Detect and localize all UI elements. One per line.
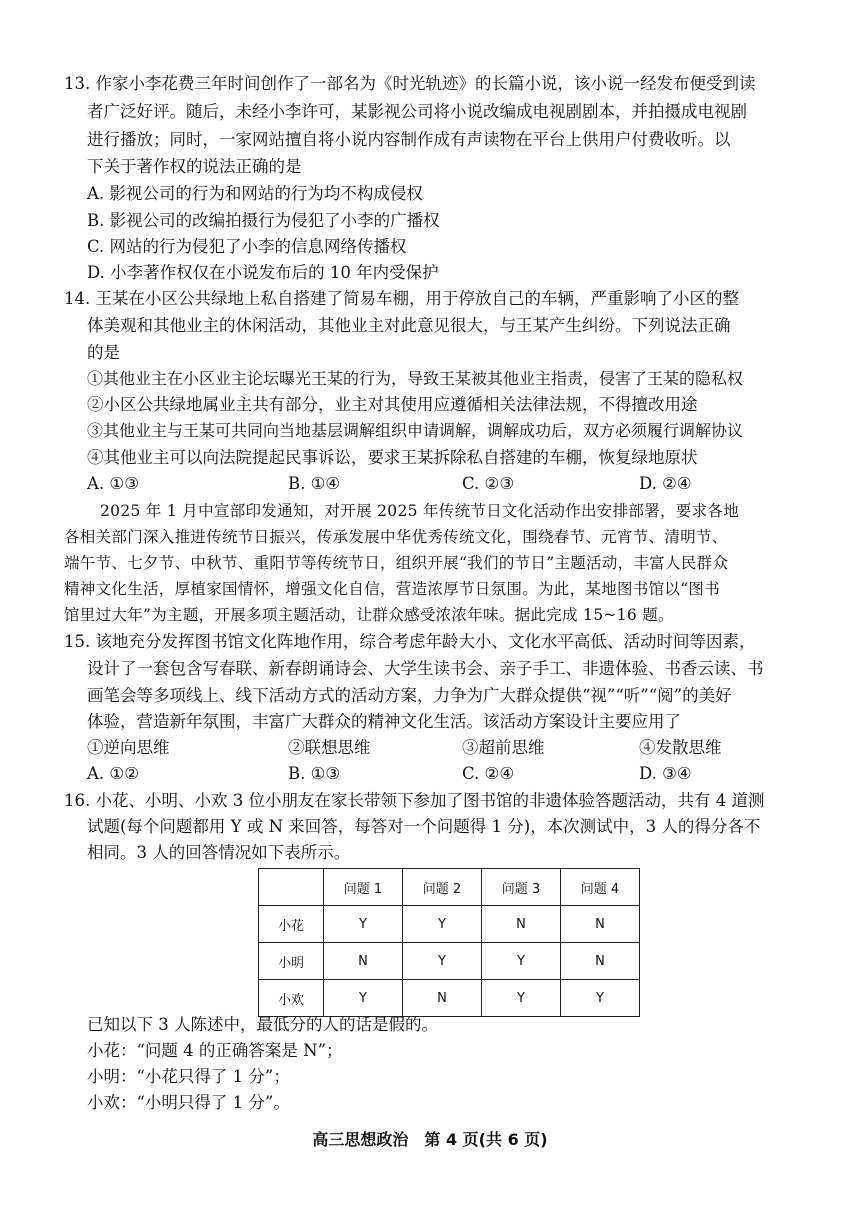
q15-choice-a: A. ①②: [87, 764, 139, 783]
table-header-cell: 问题 3: [482, 869, 561, 906]
q14-statement-3: ③其他业主与王某可共同向当地基层调解组织申请调解，调解成功后，双方必须履行调解协议: [87, 421, 744, 440]
material-line: 各相关部门深入推进传统节日振兴，传承发展中华优秀传统文化，围绕春节、元宵节、清明节、: [64, 528, 728, 546]
answer-table: [258, 868, 640, 1017]
q16-statement-xiaohuan: 小欢：“小明只得了 1 分”。: [87, 1093, 290, 1112]
table-cell: N: [561, 906, 640, 943]
table-cell: N: [561, 943, 640, 980]
q16-stem-line: 试题(每个问题都用 Y 或 N 来回答，每答对一个问题得 1 分)，本次测试中，3 人的得分各不: [87, 817, 761, 836]
q13-stem-line: 13. 作家小李花费三年时间创作了一部名为《时光轨迹》的长篇小说，该小说一经发布便受到读: [64, 74, 756, 93]
q16-condition: 已知以下 3 人陈述中，最低分的人的话是假的。: [87, 1015, 438, 1034]
table-cell: Y: [324, 906, 403, 943]
table-cell: Y: [482, 943, 561, 980]
q13-option-d: D. 小李著作权仅在小说发布后的 10 年内受保护: [87, 263, 439, 282]
q16-stem-line: 16. 小花、小明、小欢 3 位小朋友在家长带领下参加了图书馆的非遗体验答题活动，共有 4 道测: [64, 791, 765, 810]
table-header-row: [259, 869, 640, 906]
q16-stem-line: 相同。3 人的回答情况如下表所示。: [87, 843, 351, 862]
q14-statement-1: ①其他业主在小区业主论坛曝光王某的行为，导致王某被其他业主指责，侵害了王某的隐私权: [87, 369, 744, 388]
q15-choice-b: B. ①③: [288, 764, 341, 783]
q14-choice-c: C. ②③: [462, 474, 515, 493]
q15-statements: [87, 736, 787, 760]
table-cell: Y: [403, 943, 482, 980]
table-header-cell: 问题 4: [561, 869, 640, 906]
q13-option-c: C. 网站的行为侵犯了小李的信息网络传播权: [87, 237, 407, 256]
q14-choice-a: A. ①③: [87, 474, 139, 493]
table-cell: 小明: [259, 943, 324, 980]
table-cell: 小欢: [259, 980, 324, 1017]
table-cell: Y: [482, 980, 561, 1017]
material-line: 2025 年 1 月中宣部印发通知，对开展 2025 年传统节日文化活动作出安排部署，要求各地: [100, 502, 739, 520]
q15-stem-line: 设计了一套包含写春联、新春朗诵诗会、大学生读书会、亲子手工、非遗体验、书香云读、书: [87, 659, 764, 678]
q14-stem-line: 14. 王某在小区公共绿地上私自搭建了简易车棚，用于停放自己的车辆，严重影响了小区的整: [64, 289, 739, 308]
q14-choice-d: D. ②④: [639, 474, 692, 493]
q15-stem-line: 15. 该地充分发挥图书馆文化阵地作用，综合考虑年龄大小、文化水平高低、活动时间等因素，: [64, 632, 756, 651]
q13-option-b: B. 影视公司的改编拍摄行为侵犯了小李的广播权: [87, 211, 440, 230]
q14-choice-b: B. ①④: [288, 474, 341, 493]
q15-statement-3: ③超前思维: [462, 738, 545, 757]
table-header-cell: 问题 2: [403, 869, 482, 906]
q13-stem-line: 者广泛好评。随后，未经小李许可，某影视公司将小说改编成电视剧剧本，并拍摄成电视剧: [87, 102, 747, 121]
table-row: [259, 980, 640, 1017]
table-row: [259, 943, 640, 980]
q15-choice-d: D. ③④: [639, 764, 692, 783]
table-cell: N: [482, 906, 561, 943]
q15-statement-4: ④发散思维: [639, 738, 722, 757]
q14-stem-line: 体美观和其他业主的休闲活动，其他业主对此意见很大，与王某产生纠纷。下列说法正确: [87, 316, 731, 335]
q14-statement-4: ④其他业主可以向法院提起民事诉讼，要求王某拆除私自搭建的车棚，恢复绿地原状: [87, 448, 698, 467]
material-line: 精神文化生活，厚植家国情怀，增强文化自信，营造浓厚节日氛围。为此，某地图书馆以“图书: [64, 580, 721, 598]
table-cell: Y: [561, 980, 640, 1017]
q13-option-a: A. 影视公司的行为和网站的行为均不构成侵权: [87, 184, 423, 203]
q13-stem-line: 进行播放；同时，一家网站擅自将小说内容制作成有声读物在平台上供用户付费收听。以: [87, 130, 731, 149]
table-cell: 小花: [259, 906, 324, 943]
q15-choice-c: C. ②④: [462, 764, 515, 783]
material-line: 馆里过大年”为主题，开展多项主题活动，让群众感受浓浓年味。据此完成 15~16 题。: [64, 606, 674, 624]
q15-stem-line: 画笔会等多项线上、线下活动方式的活动方案，力争为广大群众提供“视”“听”“阅”的美好: [87, 686, 732, 705]
q15-choices: [87, 762, 787, 786]
table-cell: N: [324, 943, 403, 980]
q14-stem-line: 的是: [87, 343, 120, 362]
q14-choices: [87, 472, 787, 496]
table-cell: N: [403, 980, 482, 1017]
material-line: 端午节、七夕节、中秋节、重阳节等传统节日，组织开展“我们的节日”主题活动，丰富人民群众: [64, 554, 729, 572]
table-cell: Y: [324, 980, 403, 1017]
q16-statement-xiaoming: 小明：“小花只得了 1 分”；: [87, 1067, 290, 1086]
q15-statement-2: ②联想思维: [288, 738, 371, 757]
q14-statement-2: ②小区公共绿地属业主共有部分，业主对其使用应遵循相关法律法规，不得擅改用途: [87, 395, 698, 414]
q16-statement-xiaohua: 小花：“问题 4 的正确答案是 N”；: [87, 1041, 343, 1060]
table-row: [259, 906, 640, 943]
table-header-cell: [259, 869, 324, 906]
q13-stem-line: 下关于著作权的说法正确的是: [87, 157, 302, 176]
q15-stem-line: 体验，营造新年氛围，丰富广大群众的精神文化生活。该活动方案设计主要应用了: [87, 712, 681, 731]
table-header-cell: 问题 1: [324, 869, 403, 906]
page-footer: 高三思想政治 第 4 页(共 6 页): [312, 1130, 548, 1149]
table-cell: Y: [403, 906, 482, 943]
q15-statement-1: ①逆向思维: [87, 738, 170, 757]
